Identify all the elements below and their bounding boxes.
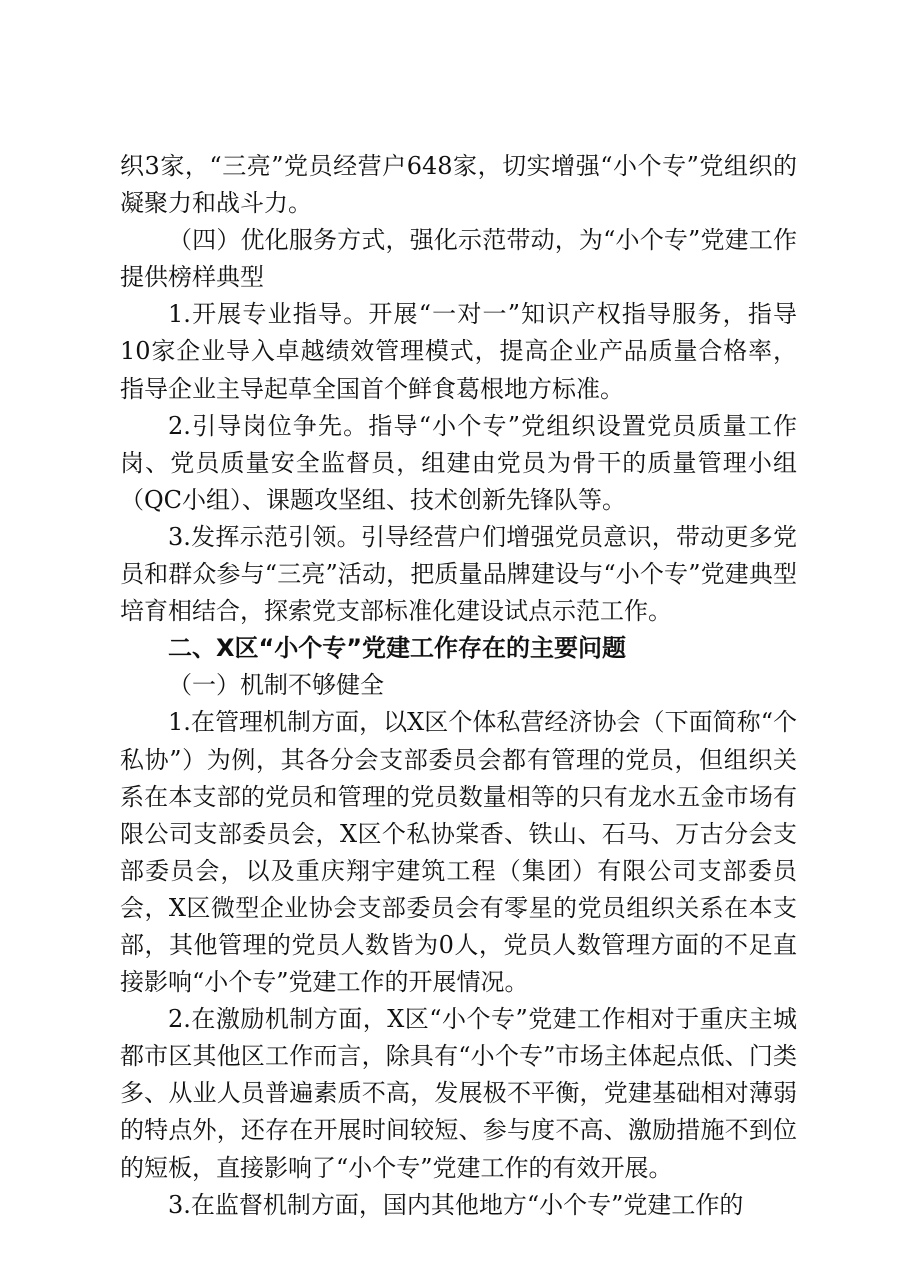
paragraph-guidance: 1.开展专业指导。开展“一对一”知识产权指导服务，指导10家企业导入卓越绩效管理模式，提高企业产品质量合格率，指导企业主导起草全国首个鲜食葛根地方标准。 [120, 300, 797, 403]
section-heading-2: 二、X区“小个专”党建工作存在的主要问题 [168, 634, 627, 663]
document-body [120, 148, 797, 1224]
paragraph-continuation: 织3家，“三亮”党员经营户648家，切实增强“小个专”党组织的凝聚力和战斗力。 [120, 152, 797, 218]
section-subheading-4: （四）优化服务方式，强化示范带动，为“小个专”党建工作提供榜样典型 [120, 226, 797, 292]
paragraph-management-mechanism: 1.在管理机制方面，以X区个体私营经济协会（下面简称“个私协”）为例，其各分会支部委员会都有管理的党员，但组织关系在本支部的党员和管理的党员数量相等的只有龙水五金市场有限公司支部委员会，X区个私协棠香、铁山、石马、万古分会支部委员会，以及重庆翔宇建筑工程（集团）有限公司支部委员会，X区微型企业协会支部委员会有零星的党员组织关系在本支部，其他管理的党员人数皆为0人，党员人数管理方面的不足直接影响“小个专”党建工作的开展情况。 [120, 708, 797, 997]
paragraph-incentive-mechanism: 2.在激励机制方面，X区“小个专”党建工作相对于重庆主城都市区其他区工作而言，除具有“小个专”市场主体起点低、门类多、从业人员普遍素质不高，发展极不平衡，党建基础相对薄弱的特点外，还存在开展时间较短、参与度不高、激励措施不到位的短板，直接影响了“小个专”党建工作的有效开展。 [120, 1005, 797, 1182]
paragraph-post-competition: 2.引导岗位争先。指导“小个专”党组织设置党员质量工作岗、党员质量安全监督员，组建由党员为骨干的质量管理小组（QC小组）、课题攻坚组、技术创新先锋队等。 [120, 411, 797, 514]
paragraph-supervision-mechanism: 3.在监督机制方面，国内其他地方“小个专”党建工作的 [168, 1190, 744, 1219]
paragraph-demonstration: 3.发挥示范引领。引导经营户们增强党员意识，带动更多党员和群众参与“三亮”活动，把质量品牌建设与“小个专”党建典型培育相结合，探索党支部标准化建设试点示范工作。 [120, 522, 797, 626]
section-subheading-1: （一）机制不够健全 [168, 671, 384, 700]
